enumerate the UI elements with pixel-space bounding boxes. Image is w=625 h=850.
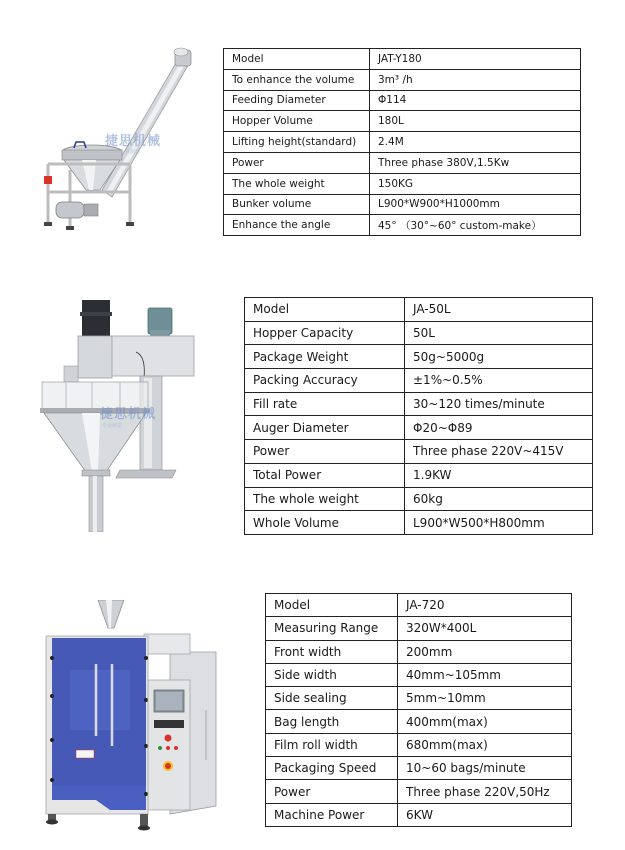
spec-value: Three phase 220V~415V (405, 440, 593, 464)
spec-label: Front width (266, 640, 398, 663)
table-row (266, 687, 572, 710)
table-row (224, 173, 581, 194)
spec-value: JAT-Y180 (370, 49, 581, 70)
watermark-logo: 捷思机械 (105, 134, 162, 149)
table-row (266, 780, 572, 803)
table-row (224, 90, 581, 111)
table-row (266, 663, 572, 686)
spec-label: Auger Diameter (245, 416, 405, 440)
table-row (266, 757, 572, 780)
watermark-subtitle: 专业制造 (120, 149, 141, 155)
spec-label: Hopper Capacity (245, 321, 405, 345)
spec-value: 2.4M (370, 132, 581, 153)
table-row (245, 416, 593, 440)
vffs-packer-image (40, 600, 225, 835)
spec-table-ja-50l (244, 297, 593, 535)
spec-label: Model (245, 298, 405, 322)
table-row (245, 463, 593, 487)
spec-label: Model (224, 49, 370, 70)
spec-label: Measuring Range (266, 617, 398, 640)
table-row (224, 194, 581, 215)
spec-value: ±1%~0.5% (405, 369, 593, 393)
spec-value: 40mm~105mm (398, 663, 572, 686)
table-row (266, 594, 572, 617)
spec-value: 60kg (405, 487, 593, 511)
spec-value: 200mm (398, 640, 572, 663)
spec-value: 400mm(max) (398, 710, 572, 733)
table-row (224, 132, 581, 153)
spec-value: JA-50L (405, 298, 593, 322)
table-row (266, 710, 572, 733)
table-row (224, 152, 581, 173)
spec-label: Package Weight (245, 345, 405, 369)
table-row (224, 111, 581, 132)
table-row (245, 511, 593, 535)
spec-label: Enhance the angle (224, 215, 370, 236)
table-row (245, 298, 593, 322)
spec-value: 3m³ /h (370, 69, 581, 90)
spec-label: The whole weight (224, 173, 370, 194)
watermark-logo: 捷思机械 (100, 407, 157, 422)
spec-label: Lifting height(standard) (224, 132, 370, 153)
spec-label: Total Power (245, 463, 405, 487)
watermark-subtitle: 专业制造 (102, 423, 123, 429)
spec-value: 680mm(max) (398, 733, 572, 756)
spec-label: Bunker volume (224, 194, 370, 215)
spec-value: Φ114 (370, 90, 581, 111)
spec-value: 1.9KW (405, 463, 593, 487)
spec-label: Machine Power (266, 803, 398, 826)
spec-label: Side sealing (266, 687, 398, 710)
spec-label: Power (245, 440, 405, 464)
table-row (266, 617, 572, 640)
spec-value: Three phase 380V,1.5Kw (370, 152, 581, 173)
spec-value: 180L (370, 111, 581, 132)
spec-value: 50L (405, 321, 593, 345)
table-row (224, 49, 581, 70)
spec-label: Feeding Diameter (224, 90, 370, 111)
spec-value: 150KG (370, 173, 581, 194)
table-row (245, 487, 593, 511)
table-row (245, 321, 593, 345)
spec-label: Power (266, 780, 398, 803)
spec-value: 6KW (398, 803, 572, 826)
spec-table-ja-720 (265, 593, 572, 827)
spec-label: Whole Volume (245, 511, 405, 535)
spec-label: Fill rate (245, 392, 405, 416)
spec-label: Film roll width (266, 733, 398, 756)
spec-value: JA-720 (398, 594, 572, 617)
spec-label: Model (266, 594, 398, 617)
spec-value: 50g~5000g (405, 345, 593, 369)
table-row (266, 803, 572, 826)
table-row (245, 440, 593, 464)
table-row (266, 733, 572, 756)
table-row (266, 640, 572, 663)
spec-label: Power (224, 152, 370, 173)
spec-value: L900*W500*H800mm (405, 511, 593, 535)
spec-value: 30~120 times/minute (405, 392, 593, 416)
spec-label: The whole weight (245, 487, 405, 511)
spec-value: 45° （30°~60° custom-make） (370, 215, 581, 236)
spec-value: 10~60 bags/minute (398, 757, 572, 780)
spec-label: Packing Accuracy (245, 369, 405, 393)
spec-value: Φ20~Φ89 (405, 416, 593, 440)
spec-label: Bag length (266, 710, 398, 733)
spec-label: Hopper Volume (224, 111, 370, 132)
table-row (245, 392, 593, 416)
table-row (224, 215, 581, 236)
spec-label: Side width (266, 663, 398, 686)
table-row (224, 69, 581, 90)
spec-table-jat-y180 (223, 48, 581, 236)
spec-value: Three phase 220V,50Hz (398, 780, 572, 803)
table-row (245, 345, 593, 369)
spec-value: 320W*400L (398, 617, 572, 640)
spec-value: 5mm~10mm (398, 687, 572, 710)
spec-label: To enhance the volume (224, 69, 370, 90)
spec-label: Packaging Speed (266, 757, 398, 780)
table-row (245, 369, 593, 393)
spec-value: L900*W900*H1000mm (370, 194, 581, 215)
